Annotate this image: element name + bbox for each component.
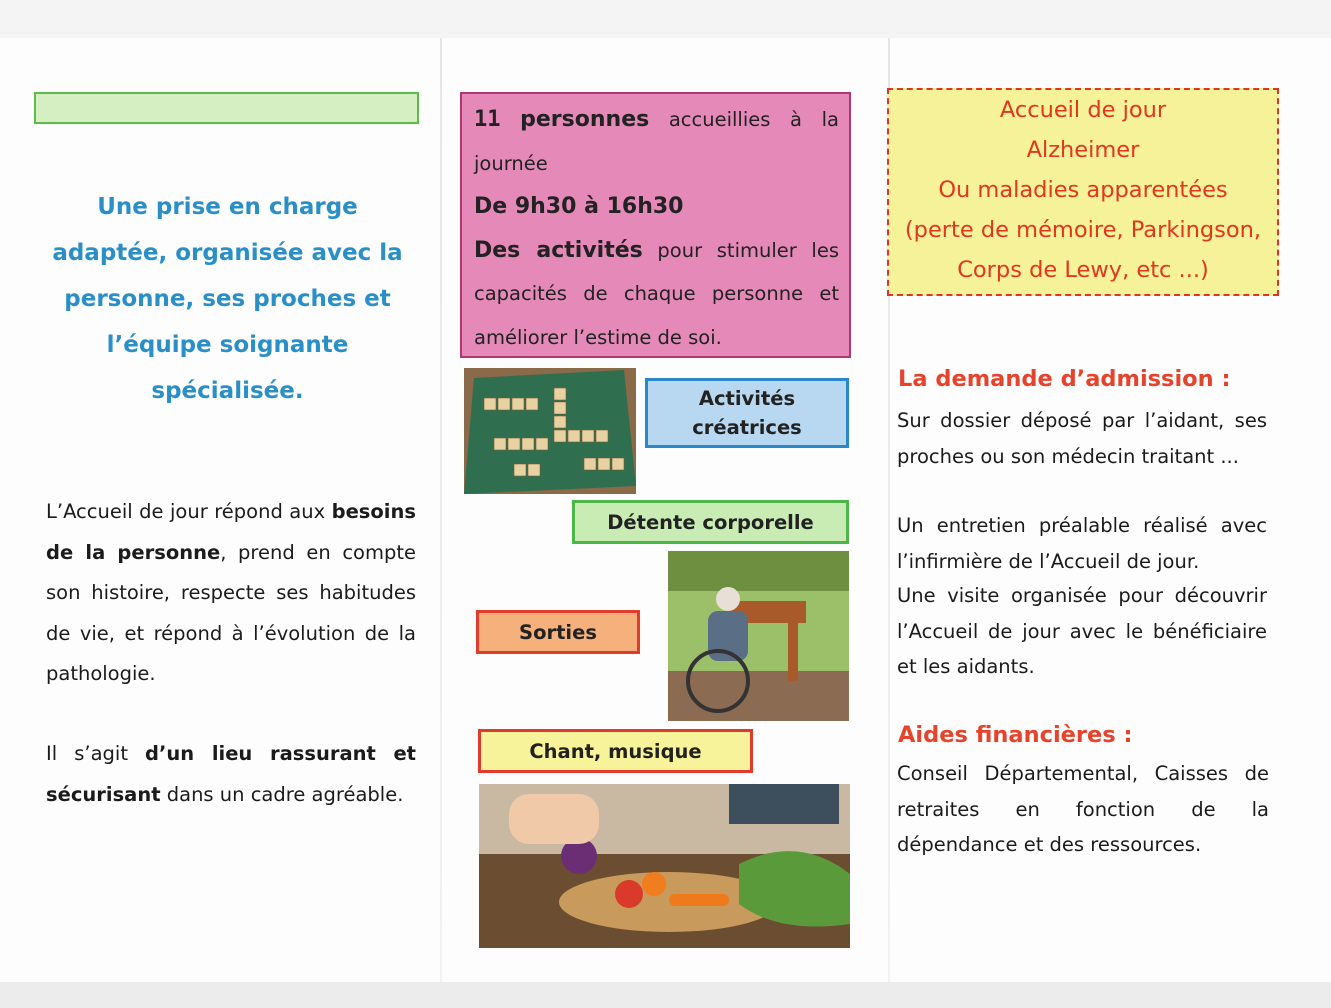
intro-text-2: , prend en compte son histoire, respecte ses habitudes de vie, et répond à l’évolution de la pathologie. <box>46 540 416 685</box>
financial-aid-text: Conseil Départemental, Caisses de retraites en fonction de la dépendance et des ressources. <box>897 762 1269 856</box>
opening-hours: De 9h30 à 16h30 <box>474 194 684 219</box>
box-line-4: (perte de mémoire, Parkingson, <box>904 217 1262 243</box>
box-line-5: Corps de Lewy, etc ...) <box>957 257 1209 283</box>
admission-text-3: Une visite organisée pour découvrir l’Accueil de jour avec le bénéficiaire et les aidants. <box>897 584 1267 678</box>
box-line-1: Accueil de jour <box>999 97 1167 123</box>
admission-text-1: Sur dossier déposé par l’aidant, ses proches ou son médecin traitant ... <box>897 409 1267 468</box>
place-paragraph <box>46 734 416 815</box>
garden-photo <box>668 551 849 721</box>
care-title: Une prise en charge adaptée, organisée avec la personne, ses proches et l’équipe soignante spécialisée. <box>52 194 403 404</box>
intro-bold: besoins de la personne <box>46 500 416 564</box>
intro-text-1: L’Accueil de jour répond aux <box>46 500 332 523</box>
place-bold: d’un lieu rassurant et sécurisant <box>46 742 416 806</box>
capacity-number: 11 <box>474 107 501 132</box>
activities-bold: Des activités <box>474 237 643 263</box>
box-line-3: Ou maladies apparentées <box>938 177 1228 203</box>
intro-paragraph <box>46 492 416 695</box>
info-box <box>460 92 851 358</box>
alzheimer-box <box>887 88 1279 296</box>
capacity-persons: personnes <box>520 107 650 132</box>
box-line-2: Alzheimer <box>1026 137 1140 163</box>
admission-text-2: Un entretien préalable réalisé avec l’infirmière de l’Accueil de jour. <box>897 514 1267 573</box>
fold-line-left <box>440 38 442 983</box>
label-creative-activities: Activités créatrices <box>645 378 849 448</box>
activities-rest: pour stimuler les capacités de chaque personne et améliorer l’estime de soi. <box>474 238 839 349</box>
label-singing-music: Chant, musique <box>478 729 753 773</box>
financial-aid-heading: Aides financières : <box>898 722 1133 748</box>
label-body-relaxation: Détente corporelle <box>572 500 849 544</box>
place-text-2: dans un cadre agréable. <box>160 782 404 806</box>
place-text-1: Il s’agit <box>46 742 146 765</box>
scan-background <box>0 982 1331 1008</box>
label-outings: Sorties <box>476 610 640 654</box>
cooking-photo <box>479 784 850 948</box>
green-header-bar <box>34 92 419 124</box>
capacity-rest: accueillies à la journée <box>474 108 839 175</box>
admission-heading: La demande d’admission : <box>898 366 1231 392</box>
capacity-line <box>474 98 839 185</box>
activities-line <box>474 229 839 360</box>
scrabble-photo <box>464 368 636 494</box>
